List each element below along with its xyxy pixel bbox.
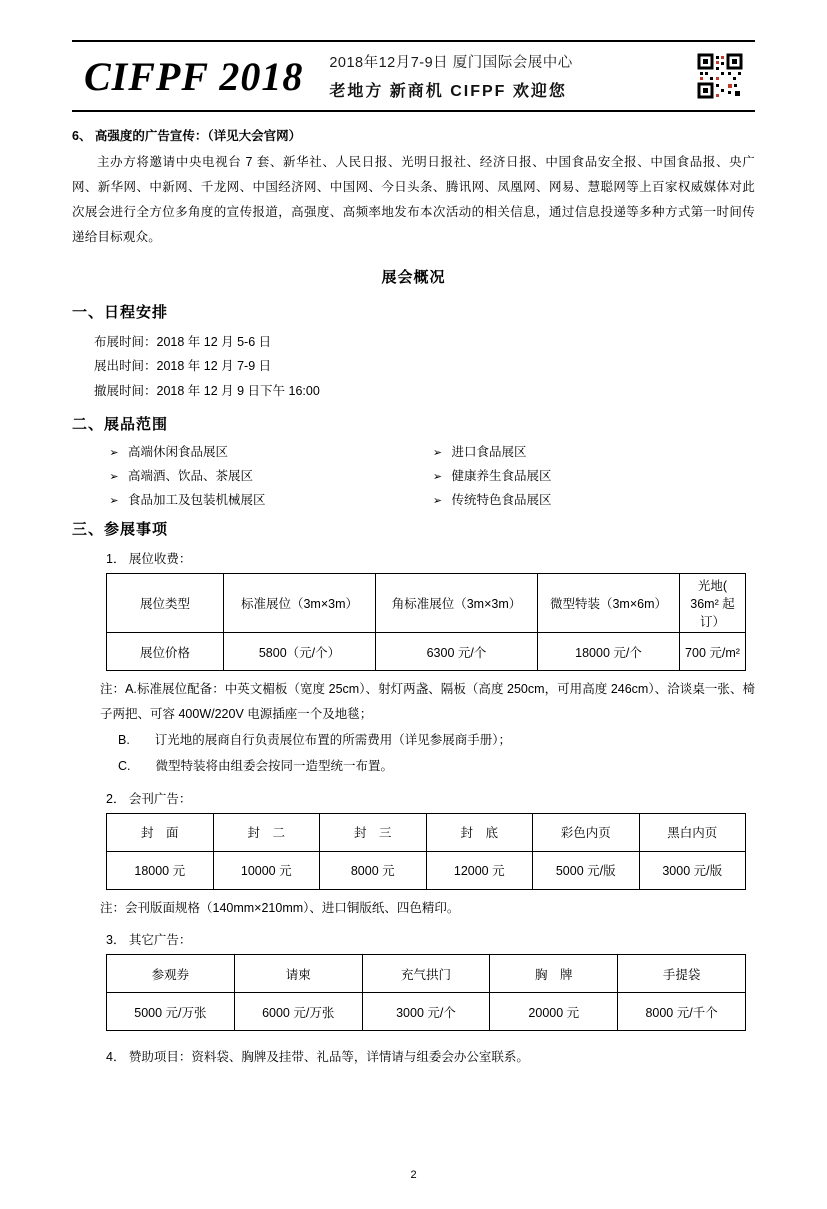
booth-note-b: B. 订光地的展商自行负责展位布置的所需费用（详见参展商手册）； bbox=[118, 732, 512, 747]
header-banner bbox=[72, 40, 755, 112]
other-ad-table bbox=[106, 954, 746, 1031]
table-cell: 封 二 bbox=[213, 813, 320, 851]
arrow-bullet-icon: ➢ bbox=[109, 447, 119, 460]
booth-fee-table bbox=[106, 573, 746, 671]
journal-ad-note: 注：会刊版面规格（140mm×210mm）、进口铜版纸、四色精印。 bbox=[100, 900, 460, 915]
table-cell: 展位价格 bbox=[107, 633, 224, 671]
booth-note-c: C. 微型特装将由组委会按同一造型统一布置。 bbox=[118, 759, 394, 774]
section-6-heading: 6、 高强度的广告宣传：（详见大会官网） bbox=[72, 129, 302, 143]
table-cell: 标准展位（3m×3m） bbox=[224, 574, 376, 633]
table-cell: 6000 元/万张 bbox=[234, 993, 362, 1031]
table-cell: 8000 元/千个 bbox=[618, 993, 746, 1031]
qr-code-icon bbox=[697, 53, 743, 99]
booth-note-a: 注：A.标准展位配备：中英文楣板（宽度 25cm）、射灯两盏、隔板（高度 250cm，可用高度 246cm）、洽谈桌一张、椅子两把、可容 400W/220V 电源插座一个及地毯； bbox=[100, 682, 755, 721]
journal-ad-table bbox=[106, 813, 746, 890]
table-cell: 展位类型 bbox=[107, 574, 224, 633]
event-logo: CIFPF 2018 bbox=[84, 53, 304, 99]
table-cell: 5000 元/版 bbox=[533, 851, 640, 889]
table-cell: 20000 元 bbox=[490, 993, 618, 1031]
list-item bbox=[72, 466, 414, 484]
table-cell: 封 面 bbox=[107, 813, 214, 851]
overview-title: 展会概况 bbox=[381, 269, 446, 286]
table-cell: 光地( 36m² 起订） bbox=[680, 574, 746, 633]
arrow-bullet-icon: ➢ bbox=[432, 495, 443, 508]
part-2-title: 二、展品范围 bbox=[72, 416, 169, 434]
table-cell: 8000 元 bbox=[320, 851, 427, 889]
exhibit-scope-list bbox=[72, 442, 755, 508]
other-ad-label: 3． 其它广告： bbox=[106, 933, 192, 947]
list-item bbox=[72, 490, 414, 508]
banner-date-venue: 2018年12月7-9日 厦门国际会展中心 bbox=[329, 55, 573, 71]
arrow-bullet-icon: ➢ bbox=[109, 471, 119, 484]
table-cell: 3000 元/版 bbox=[639, 851, 746, 889]
list-item-label: 传统特色食品展区 bbox=[451, 493, 552, 508]
list-item bbox=[72, 442, 414, 460]
sponsorship-item: 4． 赞助项目：资料袋、胸牌及挂带、礼品等，详情请与组委会办公室联系。 bbox=[106, 1050, 529, 1064]
table-cell: 微型特装（3m×6m） bbox=[538, 574, 680, 633]
list-item bbox=[414, 490, 756, 508]
part-3-title: 三、参展事项 bbox=[72, 521, 169, 539]
table-cell: 5000 元/万张 bbox=[107, 993, 235, 1031]
list-item-label: 高端休闲食品展区 bbox=[128, 445, 229, 460]
table-cell: 700 元/m² bbox=[680, 633, 746, 671]
table-cell: 参观券 bbox=[107, 955, 235, 993]
table-cell: 12000 元 bbox=[426, 851, 533, 889]
table-cell: 3000 元/个 bbox=[362, 993, 490, 1031]
table-cell: 手提袋 bbox=[618, 955, 746, 993]
table-cell: 6300 元/个 bbox=[376, 633, 538, 671]
arrow-bullet-icon: ➢ bbox=[109, 495, 119, 508]
document-page bbox=[0, 40, 827, 1209]
arrow-bullet-icon: ➢ bbox=[432, 447, 443, 460]
section-6-paragraph: 主办方将邀请中央电视台 7 套、新华社、人民日报、光明日报社、经济日报、中国食品安全报、中国食品报、央广网、新华网、中新网、千龙网、中国经济网、中国网、今日头条、腾讯网、凤凰网、网易、慧聪网等上百家权威媒体对此次展会进行全方位多角度的宣传报道，高强度、高频率地发布本次活动的相关信息，通过信息投递等多种方式第一时间传递给目标观众。 bbox=[72, 155, 755, 244]
part-1-title: 一、日程安排 bbox=[72, 304, 169, 321]
table-cell: 胸 牌 bbox=[490, 955, 618, 993]
banner-slogan: 老地方 新商机 CIFPF 欢迎您 bbox=[329, 83, 567, 100]
table-cell: 充气拱门 bbox=[362, 955, 490, 993]
table-cell: 封 三 bbox=[320, 813, 427, 851]
table-cell: 18000 元/个 bbox=[538, 633, 680, 671]
table-cell: 封 底 bbox=[426, 813, 533, 851]
schedule-line-show: 展出时间：2018 年 12 月 7-9 日 bbox=[94, 359, 272, 374]
journal-ad-label: 2． 会刊广告： bbox=[106, 791, 192, 806]
banner-text-block bbox=[329, 51, 689, 101]
schedule-line-setup: 布展时间：2018 年 12 月 5-6 日 bbox=[94, 335, 272, 349]
table-cell: 黑白内页 bbox=[639, 813, 746, 851]
list-item bbox=[414, 442, 756, 460]
table-cell: 5800（元/个） bbox=[224, 633, 376, 671]
list-item-label: 进口食品展区 bbox=[451, 445, 527, 460]
table-row bbox=[107, 813, 746, 851]
table-cell: 请柬 bbox=[234, 955, 362, 993]
schedule-line-teardown: 撤展时间：2018 年 12 月 9 日下午 16:00 bbox=[94, 383, 320, 398]
list-item-label: 健康养生食品展区 bbox=[451, 469, 552, 484]
list-item-label: 食品加工及包装机械展区 bbox=[128, 493, 266, 508]
arrow-bullet-icon: ➢ bbox=[432, 471, 443, 484]
page-number: 2 bbox=[410, 1169, 417, 1181]
table-cell: 彩色内页 bbox=[533, 813, 640, 851]
list-item-label: 高端酒、饮品、茶展区 bbox=[128, 469, 254, 484]
table-row bbox=[107, 574, 746, 633]
table-cell: 角标准展位（3m×3m） bbox=[376, 574, 538, 633]
table-row bbox=[107, 955, 746, 993]
booth-fee-label: 1． 展位收费： bbox=[106, 552, 192, 567]
table-row bbox=[107, 851, 746, 889]
table-row bbox=[107, 993, 746, 1031]
list-item bbox=[414, 466, 756, 484]
table-cell: 18000 元 bbox=[107, 851, 214, 889]
table-row bbox=[107, 633, 746, 671]
table-cell: 10000 元 bbox=[213, 851, 320, 889]
